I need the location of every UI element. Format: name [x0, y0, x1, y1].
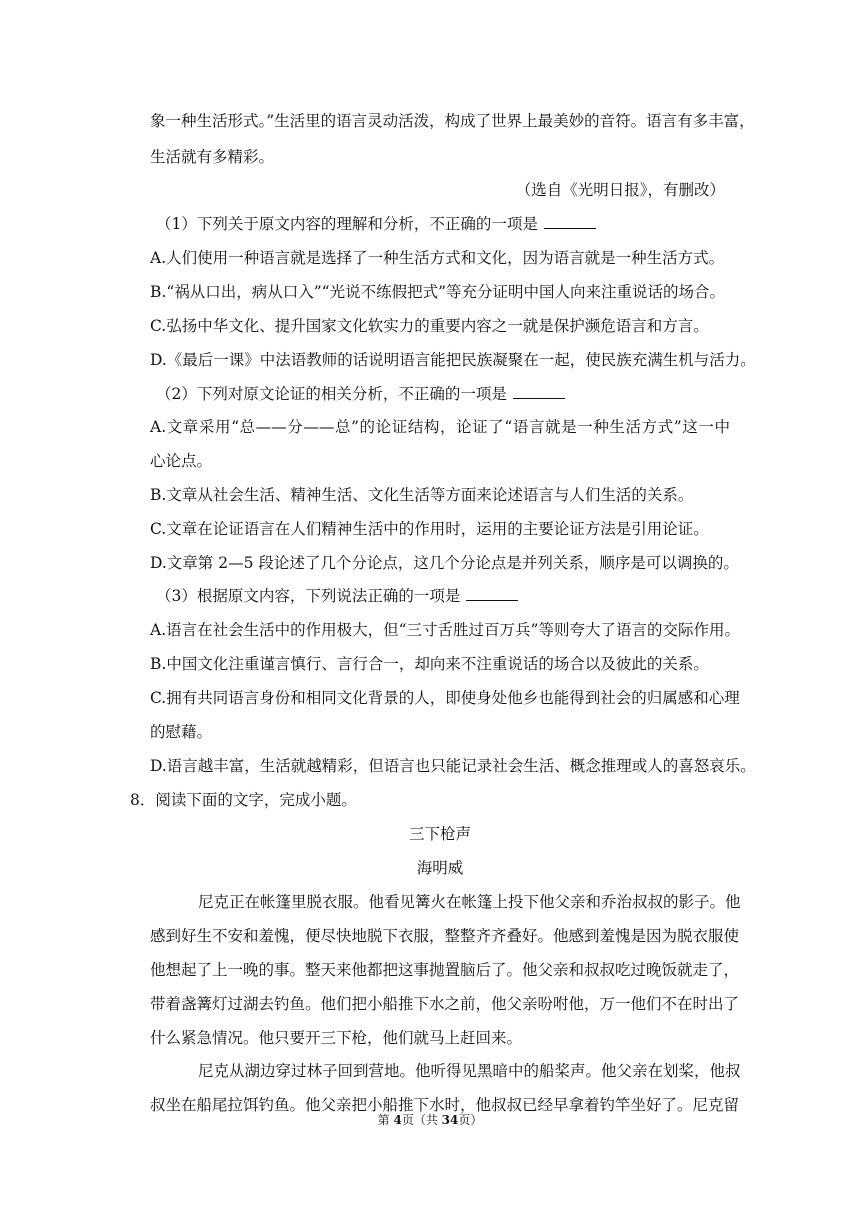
question-3-option-c: C.拥有共同语言身份和相同文化背景的人，即使身处他乡也能得到社会的归属感和心理: [150, 689, 740, 707]
story-line: 尼克正在帐篷里脱衣服。他看见篝火在帐篷上投下他父亲和乔治叔叔的影子。他: [198, 893, 741, 911]
question-3-option-d: D.语言越丰富，生活就越精彩，但语言也只能记录社会生活、概念推理或人的喜怒哀乐。: [150, 757, 756, 775]
story-line: 他想起了上一晚的事。整天来他都把这事抛置脑后了。他父亲和叔叔吃过晚饭就走了，: [150, 961, 740, 979]
question-number: 8．: [130, 791, 156, 809]
passage-line: 象一种生活形式。”生活里的语言灵动活泼，构成了世界上最美妙的音符。语言有多丰富，: [150, 112, 755, 130]
question-3-stem: （3）根据原文内容，下列说法正确的一项是: [156, 586, 736, 606]
question-1-option-a: A.人们使用一种语言就是选择了一种生活方式和文化，因为语言就是一种生活方式。: [150, 249, 725, 267]
question-1-option-b: B.“祸从口出，病从口入”“光说不练假把式”等充分证明中国人向来注重说话的场合。: [150, 283, 726, 301]
question-2-stem: （2）下列对原文论证的相关分析，不正确的一项是: [156, 384, 736, 404]
story-title: 三下枪声: [408, 825, 471, 843]
story-line: 尼克从湖边穿过林子回到营地。他听得见黑暗中的船桨声。他父亲在划桨，他叔: [198, 1062, 741, 1080]
question-3-option-b: B.中国文化注重谨言慎行、言行合一，却向来不注重说话的场合以及彼此的关系。: [150, 655, 709, 673]
question-1-stem: （1）下列关于原文内容的理解和分析，不正确的一项是: [156, 214, 736, 234]
question-3-option-c-cont: 的慰藉。: [150, 723, 213, 741]
question-2-option-d: D.文章第 2—5 段论述了几个分论点，这几个分论点是并列关系，顺序是可以调换的。: [150, 554, 739, 572]
source-citation: （选自《光明日报》，有删改）: [515, 181, 725, 199]
passage-line: 生活就有多精彩。: [150, 148, 275, 166]
page-total: 34: [441, 1113, 459, 1127]
answer-blank[interactable]: [544, 227, 596, 229]
question-2-option-a: A.文章采用“总——分——总”的论证结构，论证了“语言就是一种生活方式”这一中: [150, 418, 730, 436]
question-2-option-a-cont: 心论点。: [150, 452, 213, 470]
page-number: 4: [393, 1113, 402, 1127]
question-1-option-d: D.《最后一课》中法语教师的话说明语言能把民族凝聚在一起，使民族充满生机与活力。: [150, 351, 756, 369]
question-8-instruction: 8．阅读下面的文字，完成小题。: [130, 791, 357, 809]
story-line: 叔坐在船尾拉饵钓鱼。他父亲把小船推下水时，他叔叔已经早拿着钓竿坐好了。尼克留: [150, 1096, 740, 1114]
question-1-option-c: C.弘扬中华文化、提升国家文化软实力的重要内容之一就是保护濒危语言和方言。: [150, 317, 709, 335]
question-2-option-b: B.文章从社会生活、精神生活、文化生活等方面来论述语言与人们生活的关系。: [150, 486, 694, 504]
story-author: 海明威: [416, 859, 464, 877]
question-2-option-c: C.文章在论证语言在人们精神生活中的作用时，运用的主要论证方法是引用论证。: [150, 520, 709, 538]
answer-blank[interactable]: [513, 397, 565, 399]
answer-blank[interactable]: [466, 599, 518, 601]
story-line: 什么紧急情况。他只要开三下枪，他们就马上赶回来。: [150, 1029, 523, 1047]
story-line: 感到好生不安和羞愧，便尽快地脱下衣服，整整齐齐叠好。他感到羞愧是因为脱衣服使: [150, 927, 740, 945]
page-footer: 第 4页（共 34页）: [377, 1113, 483, 1127]
question-3-option-a: A.语言在社会生活中的作用极大，但“三寸舌胜过百万兵”等则夸大了语言的交际作用。: [150, 621, 740, 639]
story-line: 带着盏篝灯过湖去钓鱼。他们把小船推下水之前，他父亲吩咐他，万一他们不在时出了: [150, 995, 740, 1013]
